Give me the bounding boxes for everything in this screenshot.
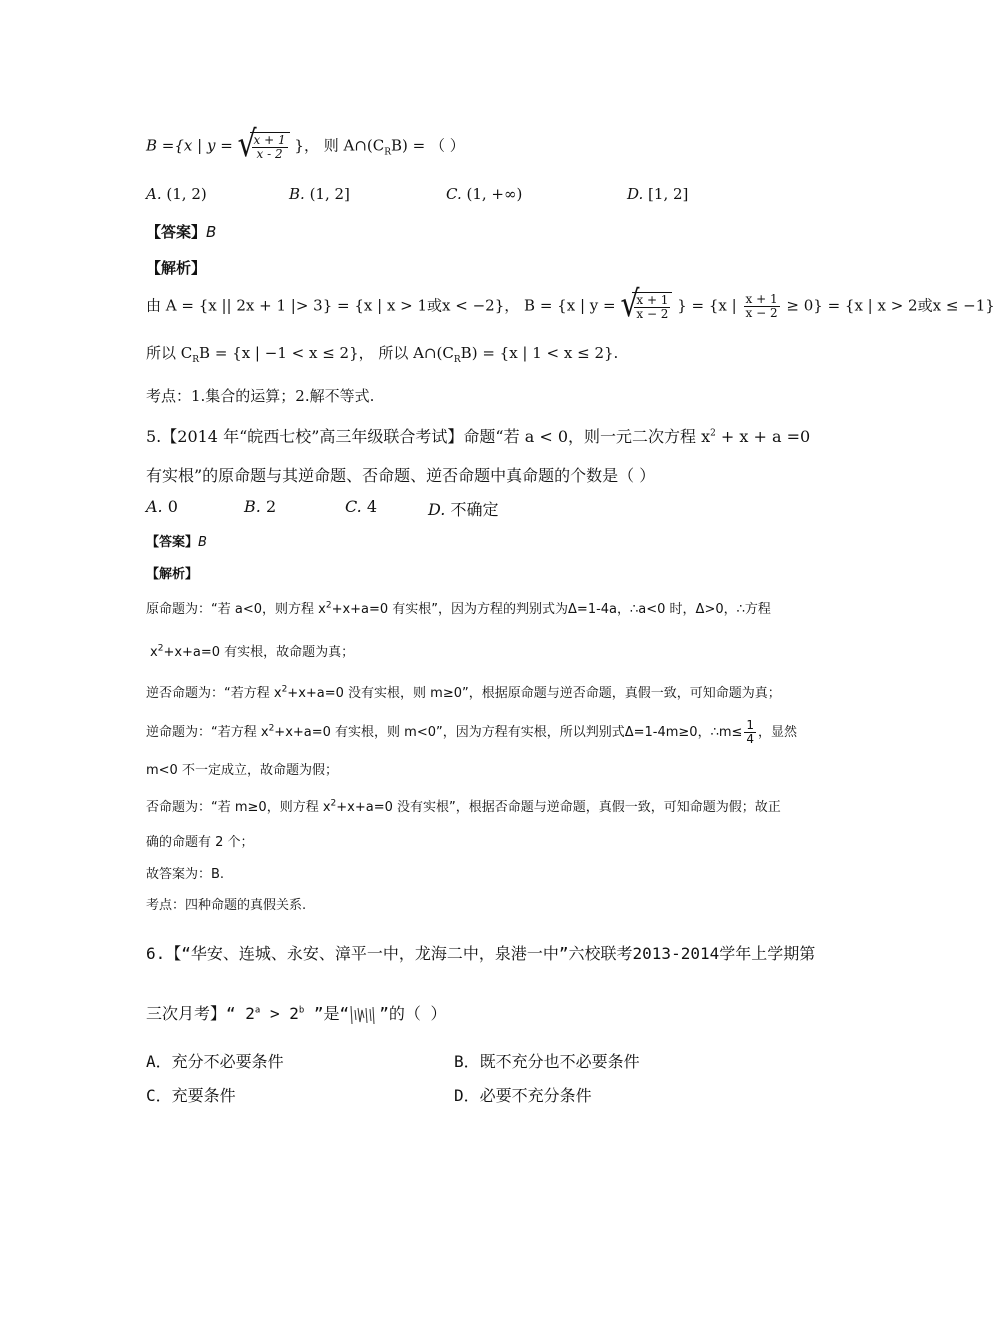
q4-stem-sub: R bbox=[384, 147, 392, 158]
q6-stem-line2-d: ”的（ ） bbox=[379, 1004, 447, 1023]
q4-answer-label: 【答案】 bbox=[146, 223, 207, 241]
q6-option-b bbox=[454, 1049, 640, 1072]
q5-p3-b: +x+a=0 没有实根，则 m≥0”，根据原命题与逆否命题，真假一致，可知命题为真； bbox=[287, 686, 781, 701]
q4-analysis-line1 bbox=[146, 283, 995, 326]
q6-stem-line2-b: > 2 bbox=[260, 1004, 299, 1023]
q4-option-b-value: (1, 2] bbox=[309, 185, 350, 203]
q4-kaodian: 考点：1.集合的运算；2.解不等式. bbox=[146, 387, 375, 405]
q4-analysis-line2-sub: R bbox=[192, 355, 200, 365]
q4-analysis-line2-c: B) = {x | 1 < x ≤ 2}. bbox=[460, 344, 619, 362]
q4-analysis-line1-b: } = {x | bbox=[677, 296, 737, 315]
q4-option-a bbox=[146, 185, 207, 203]
q5-option-c-label: C. bbox=[345, 497, 362, 516]
q5-p1-sup: 2 bbox=[325, 600, 332, 611]
q4-option-b-label: B. bbox=[289, 185, 305, 203]
q6-option-a-value: 充分不必要条件 bbox=[171, 1052, 284, 1071]
q6-stem-line2-c: ”是“ bbox=[304, 1004, 350, 1023]
q5-stem-line1-a: 5.【2014 年“皖西七校”高三年级联合考试】命题“若 a < 0，则一元二次方程 x bbox=[146, 427, 711, 446]
q5-p4-sup: 2 bbox=[268, 723, 275, 734]
q5-p4-frac bbox=[744, 719, 756, 746]
q5-option-b bbox=[244, 497, 276, 516]
q5-p3-a: 逆否命题为：“若方程 x bbox=[146, 686, 282, 701]
q6-sup-b: b bbox=[298, 1005, 305, 1016]
q4-option-c-value: (1, +∞) bbox=[466, 185, 523, 203]
q5-p3-sup: 2 bbox=[281, 684, 288, 695]
q5-option-d-value: 不确定 bbox=[450, 500, 499, 519]
q5-stem-line1-b: + x + a =0 bbox=[715, 427, 811, 446]
illegible-formula-image bbox=[349, 1004, 379, 1026]
q5-answer-value: B bbox=[198, 535, 207, 550]
q4-option-d-label: D. bbox=[627, 185, 644, 203]
q4-answer bbox=[146, 221, 216, 242]
q4-analysis-line2-a: 所以 C bbox=[146, 344, 193, 362]
q5-p6-a: 否命题为：“若 m≥0，则方程 x bbox=[146, 800, 331, 815]
q6-option-b-value: 既不充分也不必要条件 bbox=[479, 1052, 640, 1071]
q5-answer-label: 【答案】 bbox=[146, 535, 199, 550]
q4-stem-sqrt: √ $\frac{x + 1}{x - 2}$ bbox=[238, 132, 290, 161]
q5-p6-sup: 2 bbox=[330, 798, 337, 809]
q6-option-c-value: 充要条件 bbox=[171, 1086, 236, 1105]
q4-stem bbox=[146, 123, 465, 166]
q5-p4-b: +x+a=0 有实根，则 m<0”，因为方程有实根，所以判别式Δ=1-4m≥0，∴m≤ bbox=[274, 725, 743, 740]
q5-option-a-value: 0 bbox=[167, 497, 178, 516]
q4-option-b bbox=[289, 185, 350, 203]
q6-option-d-label: D． bbox=[454, 1086, 480, 1105]
q6-option-b-label: B． bbox=[454, 1052, 480, 1071]
q5-stem-line2: 有实根”的原命题与其逆命题、否命题、逆否命题中真命题的个数是（ ） bbox=[146, 466, 656, 485]
q6-option-c-label: C． bbox=[146, 1086, 172, 1105]
q5-option-a bbox=[146, 497, 178, 516]
q6-option-a-label: A． bbox=[146, 1052, 172, 1071]
q5-p6-b: +x+a=0 没有实根”，根据否命题与逆命题，真假一致，可知命题为假；故正 bbox=[336, 800, 781, 815]
q4-analysis-frac2 bbox=[744, 293, 780, 320]
q4-option-c-label: C. bbox=[446, 185, 462, 203]
q4-analysis-line2-b: B = {x | −1 < x ≤ 2}， 所以 A∩(C bbox=[199, 344, 454, 362]
q4-stem-prefix: B ={x | y = bbox=[146, 136, 233, 155]
q5-p5: m<0 不一定成立，故命题为假； bbox=[146, 763, 338, 778]
q5-p4-c: ，显然 bbox=[758, 725, 798, 740]
q4-analysis-line2 bbox=[146, 342, 618, 365]
q4-option-c bbox=[446, 185, 522, 203]
q5-p1-b: +x+a=0 有实根”，因为方程的判别式为Δ=1-4a，∴a<0 时，Δ>0，∴方程 bbox=[331, 602, 771, 617]
q6-stem-line1: 6.【“华安、连城、永安、漳平一中，龙海二中，泉港一中”六校联考2013-2014学年上学期第 bbox=[146, 944, 816, 963]
q4-option-d-value: [1, 2] bbox=[648, 185, 689, 203]
q5-option-d bbox=[428, 497, 498, 520]
q5-p1 bbox=[146, 598, 771, 617]
q4-analysis-frac2-den: x − 2 bbox=[745, 306, 778, 320]
q5-option-a-label: A. bbox=[146, 497, 163, 516]
q5-option-c bbox=[345, 497, 377, 516]
q5-stem-sup: 2 bbox=[710, 428, 716, 439]
q5-p4-frac-den: 4 bbox=[746, 732, 755, 746]
q4-analysis-line1-a: 由 A = {x || 2x + 1 |> 3} = {x | x > 1或x < −2}， B = {x | y = bbox=[146, 296, 616, 315]
q5-p2 bbox=[150, 641, 354, 660]
q5-option-c-value: 4 bbox=[366, 497, 378, 516]
q5-p2-sup: 2 bbox=[157, 643, 164, 654]
q4-stem-frac-num: x + 1 bbox=[253, 133, 286, 147]
q6-option-d bbox=[454, 1083, 592, 1106]
q5-p8: 故答案为：B. bbox=[146, 867, 225, 882]
q5-stem-line1 bbox=[146, 424, 810, 447]
q4-option-d bbox=[627, 185, 688, 203]
q4-stem-frac-den: x - 2 bbox=[256, 147, 283, 161]
q6-option-c bbox=[146, 1083, 236, 1106]
q5-p6 bbox=[146, 796, 781, 815]
q5-analysis-label: 【解析】 bbox=[146, 567, 199, 582]
q4-analysis-sqrt: √ $\frac{x + 1}{x - 2}$ bbox=[620, 292, 672, 321]
q5-option-d-label: D. bbox=[428, 500, 446, 519]
q5-kaodian: 考点：四种命题的真假关系. bbox=[146, 898, 307, 913]
q6-option-a bbox=[146, 1049, 284, 1072]
q5-option-b-value: 2 bbox=[265, 497, 277, 516]
q4-stem-suffix: }， 则 A∩(C bbox=[294, 136, 385, 155]
q6-option-d-value: 必要不充分条件 bbox=[479, 1086, 592, 1105]
q5-option-b-label: B. bbox=[244, 497, 261, 516]
q6-stem-line2 bbox=[146, 1001, 446, 1026]
q5-p2-b: +x+a=0 有实根，故命题为真； bbox=[163, 645, 355, 660]
q5-p7: 确的命题有 2 个； bbox=[146, 835, 254, 850]
q5-answer bbox=[146, 531, 207, 550]
q4-analysis-frac-den: x − 2 bbox=[636, 307, 669, 321]
q5-p4-a: 逆命题为：“若方程 x bbox=[146, 725, 269, 740]
q4-analysis-line1-c: ≥ 0} = {x | x > 2或x ≤ −1} bbox=[786, 296, 995, 315]
q6-sup-a: a bbox=[254, 1005, 261, 1016]
q5-p4-frac-num: 1 bbox=[746, 718, 755, 732]
q5-p2-a: x bbox=[150, 645, 158, 660]
q4-stem-tail: B) = （ ） bbox=[391, 136, 465, 155]
q4-analysis-frac2-num: x + 1 bbox=[745, 292, 778, 306]
q5-p4 bbox=[146, 719, 797, 746]
q4-analysis-frac-num: x + 1 bbox=[636, 293, 669, 307]
q5-p3 bbox=[146, 682, 781, 701]
q4-option-a-label: A. bbox=[146, 185, 162, 203]
q4-analysis-line2-sub2: R bbox=[453, 355, 461, 365]
q5-p1-a: 原命题为：“若 a<0，则方程 x bbox=[146, 602, 326, 617]
q4-answer-value: B bbox=[206, 223, 217, 241]
q6-stem-line2-a: 三次月考】“ 2 bbox=[146, 1004, 255, 1023]
q4-analysis-label: 【解析】 bbox=[146, 259, 207, 277]
q4-option-a-value: (1, 2) bbox=[166, 185, 207, 203]
